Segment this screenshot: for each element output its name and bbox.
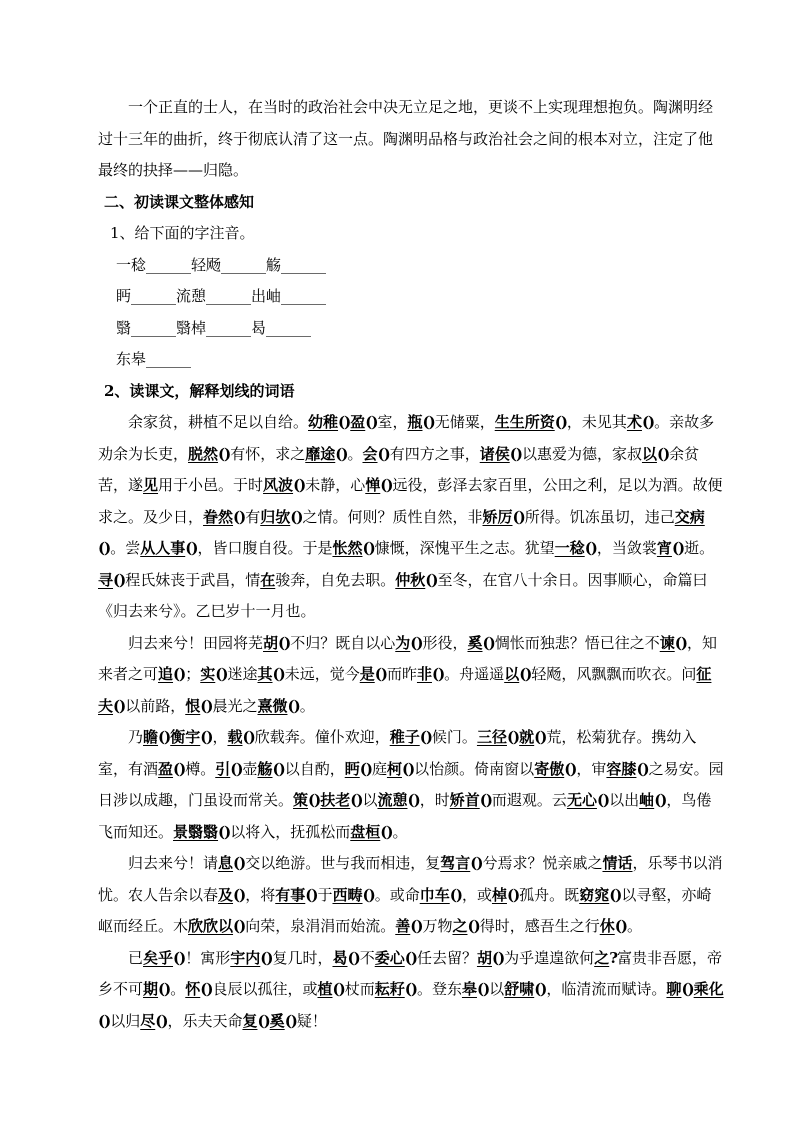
underlined-term: 仲秋 <box>395 570 426 589</box>
answer-blank: () <box>98 1011 111 1030</box>
text-paragraph-4 <box>98 943 726 1038</box>
underlined-term: 以 <box>641 444 657 463</box>
answer-blank: () <box>362 885 375 904</box>
underlined-term: 追 <box>158 665 174 683</box>
underlined-term: 欣欣以 <box>188 917 234 935</box>
answer-blank: () <box>200 980 213 998</box>
text-run: 无储粟， <box>434 413 495 431</box>
text-run: 壶 <box>242 759 258 778</box>
text-run: 已 <box>128 948 144 967</box>
pinyin-row-4: 东皋______ <box>116 350 192 368</box>
underlined-term: 为 <box>395 633 411 652</box>
text-run: 以将入，抚孤松而 <box>230 822 351 841</box>
text-run: 得时，感吾生之行 <box>479 917 600 935</box>
underlined-term: 复 <box>242 1011 258 1030</box>
answer-blank: () <box>293 476 306 494</box>
underlined-term: 谏 <box>659 633 675 652</box>
answer-blank: () <box>338 413 351 431</box>
text-run: 孤舟。既 <box>519 885 580 904</box>
answer-blank: () <box>200 696 213 715</box>
underlined-term: 乘化 <box>693 980 724 998</box>
text-run: 归去来兮！请 <box>128 854 219 872</box>
answer-blank: () <box>410 917 423 935</box>
answer-blank: () <box>509 444 522 463</box>
answer-blank: () <box>467 917 480 935</box>
text-paragraph-2 <box>98 722 726 848</box>
intro-paragraph: 一个正直的士人，在当时的政治社会中决无立足之地，更谈不上实现理想抱负。陶渊明经过十三年的曲折，终于彻底认清了这一点。陶渊明品格与政治社会之间的根本对立，注定了他最终的抉择——归隐。 <box>98 98 714 179</box>
underlined-term: 一稔 <box>554 539 585 557</box>
underlined-term: 熹微 <box>257 696 288 715</box>
answer-blank: () <box>410 633 423 652</box>
text-run: 所得。饥冻虽切，违己 <box>524 507 675 526</box>
underlined-term: 寄傲 <box>534 759 565 778</box>
answer-blank: () <box>347 948 360 967</box>
underlined-term: 靡途 <box>305 444 336 463</box>
underlined-term: 策 <box>293 791 309 809</box>
answer-blank: () <box>681 980 694 998</box>
underlined-term: 就 <box>519 728 535 746</box>
text-run: 于 <box>317 885 333 904</box>
pinyin-row-1: 一稔______轻飏______觞______ <box>116 255 327 274</box>
underlined-term: 奚 <box>467 633 483 652</box>
text-run: 余家贫，耕植不足以自给。 <box>128 413 309 431</box>
underlined-term: 引 <box>215 759 231 778</box>
underlined-term: 无心 <box>566 791 597 809</box>
underlined-term: 聊 <box>666 980 682 998</box>
answer-blank: () <box>230 759 243 778</box>
answer-blank: () <box>449 885 462 904</box>
text-run: 杖而 <box>344 980 375 998</box>
answer-blank: () <box>218 822 231 841</box>
answer-blank: () <box>614 917 627 935</box>
text-paragraph-preface <box>98 407 726 628</box>
answer-blank: () <box>98 539 111 557</box>
text-run: 万物 <box>422 917 453 935</box>
text-run: 余贫苦，遂 <box>98 444 700 494</box>
text-run: 。登东 <box>416 980 462 998</box>
document-body <box>98 92 726 1037</box>
answer-blank: () <box>365 413 378 431</box>
answer-blank: () <box>609 885 622 904</box>
underlined-term: 植 <box>317 980 333 998</box>
answer-blank: () <box>350 791 363 809</box>
underlined-term: 其 <box>257 665 273 683</box>
answer-blank: () <box>272 759 285 778</box>
text-run: 程氏妹丧于武昌，情 <box>125 570 261 589</box>
underlined-term: 耘耔 <box>374 980 405 998</box>
text-run: ， <box>212 728 228 746</box>
underlined-term: 及 <box>218 885 234 904</box>
underlined-term: 归欤 <box>260 507 291 526</box>
answer-blank: () <box>158 728 171 746</box>
underlined-term: 征夫 <box>98 665 712 715</box>
text-run: 以 <box>489 980 505 998</box>
underlined-term: 尽 <box>140 1011 156 1030</box>
answer-blank: () <box>482 633 495 652</box>
underlined-term: 矫厉 <box>482 507 513 526</box>
underlined-term: 扶老 <box>320 791 351 809</box>
text-run: 。亲故多劝余为长吏， <box>98 413 715 463</box>
answer-blank: () <box>359 759 372 778</box>
text-run: 有四方之事， <box>389 444 480 463</box>
underlined-term: 窈窕 <box>579 885 610 904</box>
answer-blank: () <box>287 696 300 715</box>
underlined-term: 棹 <box>491 885 507 904</box>
underlined-term: 休 <box>599 917 615 935</box>
underlined-term: 寻 <box>98 570 114 589</box>
underlined-term: 盈 <box>158 759 174 778</box>
answer-blank: () <box>534 980 547 998</box>
text-run: 以出 <box>609 791 640 809</box>
answer-blank: () <box>380 476 393 494</box>
question-1-label: 1、给下面的字注音。 <box>110 224 255 242</box>
text-run: ，鸟倦飞而知还。 <box>98 791 712 841</box>
underlined-term: 景翳翳 <box>173 822 219 841</box>
text-run: ； <box>185 665 201 683</box>
text-run: 室， <box>377 413 408 431</box>
text-run: 以 <box>362 791 378 809</box>
text-run: 骏奔，自免去职。 <box>275 570 396 589</box>
answer-blank: () <box>641 413 655 431</box>
underlined-term: 在 <box>260 570 276 589</box>
text-run: 。或命 <box>374 885 420 904</box>
text-run: 。 <box>626 917 642 935</box>
text-run: 未远，觉今 <box>284 665 360 683</box>
underlined-term: 眷然 <box>203 507 234 526</box>
text-run: 以寻壑，亦崎岖而经丘。木 <box>98 885 712 935</box>
text-run: ，未见其 <box>566 413 627 431</box>
underlined-term: 惮 <box>365 476 381 494</box>
text-run: 至冬，在官八十余日。因事顺心，命篇曰《归去来兮》。乙巳岁十一月也。 <box>98 570 708 620</box>
underlined-term: 情话 <box>602 854 633 872</box>
underlined-term: 实 <box>200 665 216 683</box>
underlined-term: 怀 <box>185 980 201 998</box>
text-run: ，临清流而赋诗。 <box>546 980 667 998</box>
text-run: 晨光之 <box>212 696 258 715</box>
answer-blank: () <box>491 948 505 967</box>
text-run: 归去来兮！田园将芜 <box>128 633 264 652</box>
text-run: ，审 <box>576 759 607 778</box>
text-run: 有怀，求之 <box>230 444 306 463</box>
text-run: 慷慨，深愧平生之志。犹望 <box>374 539 555 557</box>
answer-blank: () <box>272 665 285 683</box>
answer-blank: () <box>233 917 246 935</box>
underlined-term: 会 <box>362 444 378 463</box>
answer-blank: () <box>233 507 246 526</box>
answer-blank: () <box>173 665 186 683</box>
underlined-term: 恨 <box>185 696 201 715</box>
answer-blank: () <box>564 759 577 778</box>
underlined-term: 见 <box>143 476 159 494</box>
answer-blank: () <box>479 791 492 809</box>
underlined-term: 宵 <box>656 539 672 557</box>
underlined-term: 胡 <box>476 948 492 967</box>
underlined-term: 稚子 <box>389 728 420 746</box>
text-run: ！寓形 <box>185 948 231 967</box>
text-run: 之情。何则？质性自然，非 <box>302 507 483 526</box>
answer-blank: () <box>308 791 321 809</box>
text-run: 未静，心 <box>305 476 366 494</box>
section-heading: 二、初读课文整体感知 <box>104 192 255 211</box>
text-run: 。 <box>170 980 186 998</box>
answer-blank: () <box>380 822 393 841</box>
answer-blank: () <box>512 507 525 526</box>
underlined-term: 柯 <box>386 759 402 778</box>
underlined-term: 瞻 <box>143 728 159 746</box>
text-run: 以惠爱为德，家叔 <box>521 444 642 463</box>
answer-blank: () <box>113 696 126 715</box>
answer-blank: () <box>596 791 610 809</box>
underlined-term: 盈 <box>350 413 366 431</box>
text-run: 庭 <box>371 759 387 778</box>
underlined-term: 诸侯 <box>479 444 510 463</box>
underlined-term: 有事 <box>275 885 306 904</box>
text-run: ，时 <box>419 791 450 809</box>
text-run: 迷途 <box>227 665 258 683</box>
underlined-term: 是 <box>359 665 375 683</box>
answer-blank: () <box>233 885 246 904</box>
answer-blank: () <box>656 444 670 463</box>
text-run: 富贵非吾愿，帝乡不可 <box>98 948 723 998</box>
answer-blank: () <box>284 1011 297 1030</box>
underlined-term: 怅然 <box>332 539 363 557</box>
answer-blank: () <box>404 980 417 998</box>
text-run: 荒，松菊犹存。携幼入室，有酒 <box>98 728 697 778</box>
text-run: 欣载奔。僮仆欢迎， <box>254 728 390 746</box>
answer-blank: () <box>519 665 532 683</box>
underlined-term: 西畴 <box>332 885 363 904</box>
underlined-term: 宇内 <box>230 948 261 967</box>
answer-blank: () <box>419 728 432 746</box>
text-run: 。尝 <box>110 539 141 557</box>
answer-blank: () <box>401 759 415 778</box>
answer-blank: () <box>215 665 228 683</box>
text-run: 以前路， <box>125 696 186 715</box>
text-run: 逝。 <box>684 539 715 557</box>
pinyin-row-3: 翳______翳棹______曷______ <box>116 318 312 337</box>
underlined-term: 委心 <box>374 948 405 967</box>
underlined-term: 从人事 <box>140 539 186 557</box>
text-run: ，乐琴书以消忧。农人告余以春 <box>98 854 723 904</box>
answer-blank: () <box>470 854 483 872</box>
text-run: 。 <box>392 822 408 841</box>
answer-blank: () <box>431 665 445 683</box>
text-run: 而遐观。云 <box>491 791 567 809</box>
underlined-term: 流憩 <box>377 791 408 809</box>
text-run: 。 <box>347 444 363 463</box>
answer-blank: () <box>374 665 387 683</box>
answer-blank: () <box>362 539 375 557</box>
text-run: 以怡颜。倚南窗以 <box>414 759 535 778</box>
underlined-term: 瓶 <box>407 413 423 431</box>
answer-blank: () <box>305 885 318 904</box>
underlined-term: 矫首 <box>449 791 480 809</box>
underlined-term: 觞 <box>257 759 273 778</box>
text-run: ，将 <box>245 885 276 904</box>
text-run: ，知来者之可 <box>98 633 717 683</box>
text-run: 。 <box>299 696 315 715</box>
text-run: 为乎遑遑欲何 <box>504 948 595 967</box>
answer-blank: () <box>554 413 567 431</box>
answer-blank: () <box>332 980 345 998</box>
text-run: 不归？既自以心 <box>290 633 396 652</box>
underlined-term: 生生所资 <box>494 413 555 431</box>
text-run: 以自酌， <box>284 759 345 778</box>
answer-blank: () <box>173 759 186 778</box>
underlined-term: 巾车 <box>419 885 450 904</box>
answer-blank: () <box>113 570 126 589</box>
underlined-term: 幼稚 <box>308 413 339 431</box>
underlined-term: 舒啸 <box>504 980 535 998</box>
text-run: 良辰以孤往，或 <box>212 980 318 998</box>
underlined-term: 期 <box>143 980 159 998</box>
answer-blank: () <box>290 507 303 526</box>
text-run: 惆怅而独悲？悟已往之不 <box>494 633 660 652</box>
text-run: 复几时， <box>272 948 333 967</box>
underlined-term: 之 <box>594 948 610 967</box>
answer-blank: () <box>534 728 547 746</box>
answer-blank: () <box>404 948 417 967</box>
underlined-term: 胡 <box>263 633 279 652</box>
answer-blank: () <box>260 948 273 967</box>
text-run: 樽。 <box>185 759 216 778</box>
text-run: 形役， <box>422 633 468 652</box>
answer-blank: () <box>654 791 667 809</box>
underlined-term: 交病 <box>674 507 705 526</box>
answer-blank: () <box>671 539 685 557</box>
underlined-term: 容膝 <box>606 759 637 778</box>
text-run: 候门。 <box>431 728 477 746</box>
answer-blank: () <box>476 980 490 998</box>
text-run: ，当敛裳 <box>596 539 657 557</box>
pinyin-row-2: 眄______流憩______出岫______ <box>116 287 327 305</box>
text-run: 以归 <box>110 1011 141 1030</box>
answer-blank: () <box>506 885 520 904</box>
underlined-term: 盘桓 <box>350 822 381 841</box>
answer-blank: () <box>377 444 390 463</box>
underlined-term: 之 <box>452 917 468 935</box>
answer-blank: () <box>425 570 438 589</box>
answer-blank: () <box>218 444 231 463</box>
answer-blank: () <box>278 633 291 652</box>
answer-blank: ? <box>609 948 617 967</box>
underlined-term: 矣乎 <box>143 948 174 967</box>
answer-blank: () <box>158 980 171 998</box>
underlined-term: 脱然 <box>188 444 219 463</box>
underlined-term: 风波 <box>263 476 294 494</box>
underlined-term: 岫 <box>639 791 655 809</box>
underlined-term: 术 <box>626 413 642 431</box>
answer-blank: () <box>155 1011 168 1030</box>
underlined-term: 奚 <box>269 1011 285 1030</box>
answer-blank: () <box>233 854 246 872</box>
answer-blank: () <box>506 728 520 746</box>
text-run: 任去留？ <box>416 948 477 967</box>
text-run: ，皆口腹自役。于是 <box>197 539 333 557</box>
underlined-term: 衡宇 <box>170 728 201 746</box>
text-run: 之易安。园日涉以成趣，门虽设而常关。 <box>98 759 724 809</box>
underlined-term: 息 <box>218 854 234 872</box>
underlined-term: 载 <box>227 728 243 746</box>
answer-blank: () <box>173 948 186 967</box>
answer-blank: () <box>636 759 649 778</box>
text-run: 有 <box>245 507 261 526</box>
text-paragraph-1 <box>98 628 726 723</box>
text-paragraph-3 <box>98 848 726 943</box>
underlined-term: 皋 <box>461 980 477 998</box>
text-run: 远役，彭泽去家百里，公田之利，足以为酒。故便求之。及少日， <box>98 476 723 526</box>
text-run: 交以绝游。世与我而相违，复 <box>245 854 441 872</box>
text-run: 向荣，泉涓涓而始流。 <box>245 917 396 935</box>
underlined-term: 驾言 <box>440 854 471 872</box>
text-run: 兮焉求？悦亲戚之 <box>482 854 603 872</box>
text-run: 而昨 <box>386 665 417 683</box>
text-run: 疑！ <box>296 1011 327 1030</box>
underlined-term: 非 <box>416 665 432 683</box>
answer-blank: () <box>200 728 213 746</box>
answer-blank: () <box>674 633 687 652</box>
answer-blank: () <box>584 539 597 557</box>
text-run: 。舟遥遥 <box>444 665 505 683</box>
text-run: ，乐夫天命 <box>167 1011 243 1030</box>
underlined-term: 善 <box>395 917 411 935</box>
text-run: 不 <box>359 948 375 967</box>
text-run: 用于小邑。于时 <box>158 476 264 494</box>
underlined-term: 以 <box>504 665 520 683</box>
text-run: 轻飏，风飘飘而吹衣。问 <box>531 665 697 683</box>
underlined-term: 三径 <box>476 728 507 746</box>
answer-blank: () <box>422 413 435 431</box>
answer-blank: () <box>335 444 348 463</box>
answer-blank: () <box>242 728 255 746</box>
answer-blank: () <box>407 791 420 809</box>
question-2-label: 2、读课文，解释划线的词语 <box>104 381 295 400</box>
answer-blank: () <box>257 1011 270 1030</box>
text-run: 乃 <box>128 728 144 746</box>
underlined-term: 眄 <box>344 759 360 778</box>
underlined-term: 曷 <box>332 948 348 967</box>
text-run: ，或 <box>461 885 492 904</box>
answer-blank: () <box>185 539 198 557</box>
